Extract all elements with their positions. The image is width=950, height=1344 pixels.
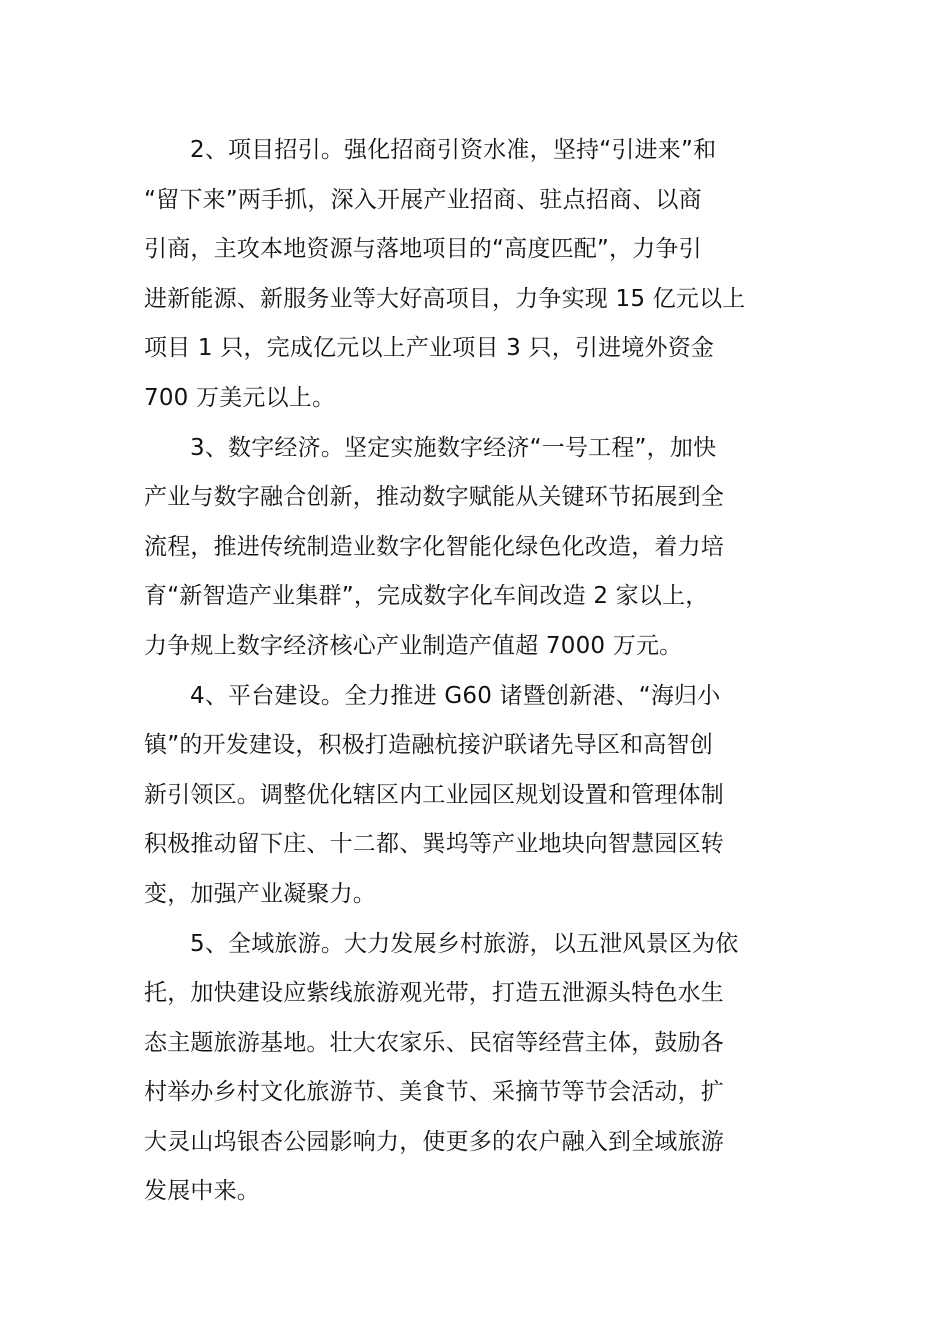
text-line: 项目 1 只，完成亿元以上产业项目 3 只，引进境外资金 [144,335,715,362]
text-line: 流程，推进传统制造业数字化智能化绿色化改造，着力培 [144,533,724,560]
text-line: 镇”的开发建设，积极打造融杭接沪联诸先导区和高智创 [144,732,713,759]
text-line: 引商，主攻本地资源与落地项目的“高度匹配”，力争引 [144,236,702,263]
paragraph-all-area-tourism [144,920,808,1218]
paragraph-project-attraction [144,126,808,424]
text-line: 700 万美元以上。 [144,384,336,411]
text-line: 产业与数字融合创新，推动数字赋能从关键环节拓展到全 [144,484,724,511]
paragraph-platform-construction [144,672,808,920]
text-line: 育“新智造产业集群”，完成数字化车间改造 2 家以上， [144,583,709,610]
text-line: 4、平台建设。全力推进 G60 诸暨创新港、“海归小 [190,682,721,709]
text-line: 力争规上数字经济核心产业制造产值超 7000 万元。 [144,632,683,659]
document-body [144,126,808,1217]
text-line: 5、全域旅游。大力发展乡村旅游，以五泄风景区为依 [190,930,739,957]
text-line: 积极推动留下庄、十二都、巽坞等产业地块向智慧园区转 [144,831,724,858]
text-line: 变，加强产业凝聚力。 [144,880,376,907]
text-line: 发展中来。 [144,1178,260,1205]
text-line: 大灵山坞银杏公园影响力，使更多的农户融入到全域旅游 [144,1128,724,1155]
text-line: 3、数字经济。坚定实施数字经济“一号工程”，加快 [190,434,717,461]
text-line: 新引领区。调整优化辖区内工业园区规划设置和管理体制 [144,781,724,808]
paragraph-digital-economy [144,424,808,672]
text-line: 村举办乡村文化旅游节、美食节、采摘节等节会活动，扩 [144,1079,724,1106]
text-line: “留下来”两手抓，深入开展产业招商、驻点招商、以商 [144,186,702,213]
text-line: 2、项目招引。强化招商引资水准，坚持“引进来”和 [190,137,717,163]
text-line: 托，加快建设应紫线旅游观光带，打造五泄源头特色水生 [144,980,724,1007]
text-line: 进新能源、新服务业等大好高项目，力争实现 15 亿元以上 [144,285,746,312]
text-line: 态主题旅游基地。壮大农家乐、民宿等经营主体，鼓励各 [144,1029,724,1056]
